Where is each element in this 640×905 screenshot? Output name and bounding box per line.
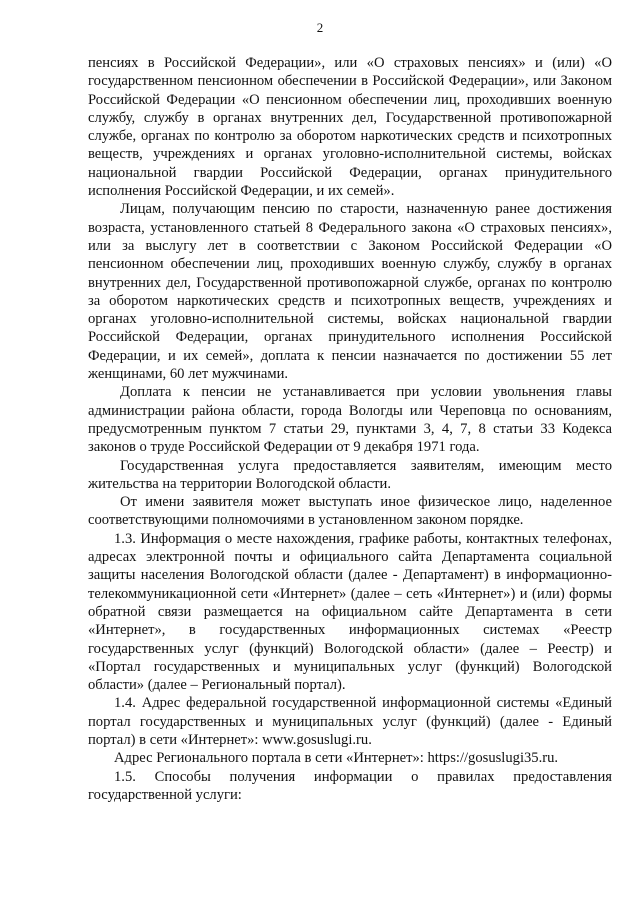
paragraph-regional-portal: Адрес Регионального портала в сети «Интернет»: https://gosuslugi35.ru.	[114, 750, 559, 767]
document-body	[88, 54, 612, 804]
paragraph-no-supplement: Доплата к пенсии не устанавливается при условии увольнения главы администрации района области, города Вологды или Череповца по основаниям, предусмотренным пунктом 7 статьи 29, пунктами 3, 4, 7, 8 статьи 33 Кодекса законов о труде Российской Федерации от 9 декабря 1971 года.	[88, 384, 612, 456]
paragraph-continuation: пенсиях в Российской Федерации», или «О страховых пенсиях» и (или) «О государственном пенсионном обеспечении в Российской Федерации», или Законом Российской Федерации «О пенсионном обеспечении лиц, проходивших военную службу, службу в органах внутренних дел, Государственной противопожарной службе, органах по контролю за оборотом наркотических средств и психотропных веществ, учреждениях и органах уголовно-исполнительной системы, войсках национальной гвардии Российской Федерации, органах принудительного исполнения Российской Федерации, и их семей».	[88, 55, 612, 200]
paragraph-section-1-3: 1.3. Информация о месте нахождения, графике работы, контактных телефонах, адресах электронной почты и официального сайта Департамента социальной защиты населения Вологодской области (далее - Департамент) в информационно-телекоммуникационной сети «Интернет» (далее – сеть «Интернет») и (или) формы обратной связи размещается на официальном сайте Департамента в сети «Интернет», в государственных информационных системах «Реестр государственных услуг (функций) Вологодской области» (далее – Реестр) и «Портал государственных и муниципальных услуг (функций) Вологодской области» (далее – Региональный портал).	[88, 530, 612, 694]
paragraph-applicants: Государственная услуга предоставляется заявителям, имеющим место жительства на территории Вологодской области.	[88, 457, 612, 492]
paragraph-representative: От имени заявителя может выступать иное физическое лицо, наделенное соответствующими полномочиями в установленном законом порядке.	[88, 494, 612, 529]
paragraph-section-1-4: 1.4. Адрес федеральной государственной информационной системы «Единый портал государственных и муниципальных услуг (функций) (далее - Единый портал) в сети «Интернет»: www.gosuslugi.ru.	[88, 695, 612, 748]
page-number: 2	[316, 20, 324, 35]
paragraph-section-1-5: 1.5. Способы получения информации о правилах предоставления государственной услуги:	[88, 768, 612, 803]
paragraph-pension-age: Лицам, получающим пенсию по старости, назначенную ранее достижения возраста, установленного статьей 8 Федерального закона «О страховых пенсиях», или за выслугу лет в соответствии с Законом Российской Федерации «О пенсионном обеспечении лиц, проходивших военную службу, службу в органах внутренних дел, Государственной противопожарной службе, органах по контролю за оборотом наркотических средств и психотропных веществ, учреждениях и органах уголовно-исполнительной системы, войсках национальной гвардии Российской Федерации, органах принудительного исполнения Российской Федерации, и их семей», доплата к пенсии назначается по достижении 55 лет женщинами, 60 лет мужчинами.	[88, 201, 612, 383]
